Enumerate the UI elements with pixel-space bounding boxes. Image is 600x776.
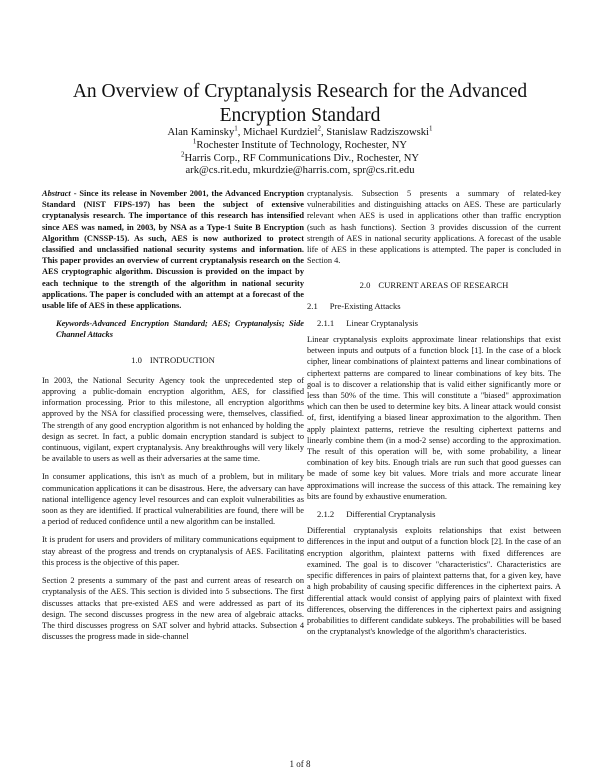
affiliation-sup: 2 (180, 150, 185, 159)
section-heading-current-areas (307, 280, 561, 291)
section-heading-introduction (42, 355, 304, 366)
abstract (42, 188, 304, 311)
affiliation-sup: 1 (192, 137, 197, 146)
subsection-heading-pre-existing (307, 301, 561, 312)
title-line-1: An Overview of Cryptanalysis Research for the Advanced (72, 81, 528, 102)
title-line-2: Encryption Standard (219, 105, 381, 126)
author-emails: ark@cs.rit.edu, mkurdzie@harris.com, spr@cs.rit.edu (185, 165, 415, 177)
paragraph: cryptanalysis. Subsection 5 presents a summary of related-key vulnerabilities and distinguishing attacks on AES. These are particularly relevant when AES is used in applications other than traffic encryption (such as hash functions). Section 3 provides discussion of the current strength of AES in national security applications. A forecast of the usable life of AES in these applications is attempted. The paper is concluded in Section 4. (307, 189, 561, 266)
section-number: 2.1 (307, 300, 318, 311)
author-name: Alan Kaminsky (167, 127, 235, 138)
section-number: 1.0 (131, 354, 142, 365)
section-title: Pre-Existing Attacks (329, 300, 401, 311)
affiliation-1 (40, 137, 560, 153)
author-block (40, 124, 560, 178)
right-column (307, 188, 561, 644)
section-number: 2.1.1 (317, 317, 335, 328)
section-title: Differential Cryptanalysis (346, 509, 436, 520)
author-sup: 1 (234, 124, 238, 133)
affiliation-text: Rochester Institute of Technology, Rochester, NY (196, 139, 408, 151)
paragraph: Linear cryptanalysis exploits approximate linear relationships that exist between inputs and outputs of a function block [1]. In the case of a block cipher, linear combinations of plaintext patterns and linear combinations of ciphertext patterns are compared to linear combinations of key bits. The goal is to discover a relationship that is valid either significantly more or less than 50% of the time. This will constitute a "biased" approximation which can then be used to determine key bits. A linear attack would consist of, first, identifying a biased linear approximation to the algorithm. Then apply plaintext patterns, retrieve the resulting ciphertext patterns and linearly combine them (in a mod-2 sense) according to the approximation. The result of this operation will be, with some probability, a linear combination of key bits. Enough trials are run such that good guesses can be made of some key bit values. More trials and more accurate linear approximations will increase the success of this attack. The remaining key bits are found by exhaustive enumeration. (307, 335, 561, 501)
paragraph: Section 2 presents a summary of the past and current areas of research on cryptanalysis of the AES. This section is divided into 5 subsections. The first discusses attacks that pre-existed AES and were addressed as part of its design. The second discusses progress in the new area of algebraic attacks. The third discusses progress on SAT solver and hybrid attacks. Subsection 4 discusses the progress made in side-channel (42, 576, 304, 642)
paragraph: Differential cryptanalysis exploits relationships that exist between differences in the input and output of a function block [2]. In the case of an encryption algorithm, plaintext patterns with fixed differences are examined. The goal is to discover "characteristics". Characteristics are specific differences in pairs of plaintext patterns that, for a given key, have a high probability of causing specific differences in the ciphertext pairs. A differential attack would consist of applying pairs of plaintext with fixed differences, observing the differences in the ciphertext pairs and assigning probabilities to different candidate subkeys. The probabilities will be based on the cryptanalyst's knowledge of the algorithm's characteristics. (307, 526, 561, 637)
section-title: INTRODUCTION (149, 354, 215, 365)
author-sup: 1 (429, 124, 433, 133)
section-title: CURRENT AREAS OF RESEARCH (378, 280, 509, 291)
section-number: 2.0 (359, 280, 371, 291)
affiliation-2 (40, 150, 560, 166)
paragraph: In 2003, the National Security Agency took the unprecedented step of approving a public-domain encryption algorithm, AES, for classified information processing. Prior to this milestone, all encryption algorithms approved by the NSA for classified processing were, themselves, classified. The strength of any good encryption algorithm is not enhanced by holding the design as secret. In fact, a public domain encryption standard is subject to continuous, vigilant, expert cryptanalysis. Any breakthroughs will very likely be available to users as well as their adversaries at the same time. (42, 375, 304, 464)
author-sup: 2 (317, 124, 321, 133)
affiliation-text: Harris Corp., RF Communications Div., Rochester, NY (184, 152, 420, 164)
abstract-label: Abstract (42, 189, 71, 198)
left-column (42, 188, 304, 649)
subsubsection-heading-linear (317, 318, 561, 329)
paragraph: It is prudent for users and providers of military communications equipment to stay abreast of the progress and trends on cryptanalysis of AES. Facilitating this process is the objective of this paper. (42, 535, 304, 567)
author-name: Stanislaw Radziszowski (326, 127, 429, 138)
section-title: Linear Cryptanalysis (346, 317, 419, 328)
section-number: 2.1.2 (317, 509, 335, 520)
page-number: 1 of 8 (289, 759, 311, 769)
author-name: Michael Kurdziel (243, 127, 318, 138)
paper-title (40, 80, 560, 128)
keywords: Keywords-Advanced Encryption Standard; AES; Cryptanalysis; Side Channel Attacks (56, 319, 304, 340)
subsubsection-heading-differential (317, 509, 561, 520)
author-names: Alan Kaminsky$^1$, Michael Kurdziel$^2$, Stanislaw Radziszowski$^1$ (167, 124, 433, 138)
paragraph: In consumer applications, this isn't as much of a problem, but in military communication applications it can be disastrous. Here, the adversary can have national intelligence agency level resources and can exploit vulnerabilities as soon as they are identified. If practical vulnerabilities are found, there will be a period of reduced confidence until a new algorithm can be installed. (42, 472, 304, 527)
abstract-text: - Since its release in November 2001, the Advanced Encryption Standard (NIST FIPS-197) has been the subject of extensive cryptanalysis research. The importance of this research has intensified since AES was named, in 2003, by NSA as a Type-1 Suite B Encryption Algorithm (CNSSP-15). As such, AES is now authorized to protect classified and unclassified national security systems and information. This paper provides an overview of current cryptanalysis research on the AES cryptographic algorithm. Discussion is provided on the impact by each technique to the strength of the algorithm in national security applications. The paper is concluded with an attempt at a forecast of the usable life of AES in these applications. (42, 189, 304, 311)
